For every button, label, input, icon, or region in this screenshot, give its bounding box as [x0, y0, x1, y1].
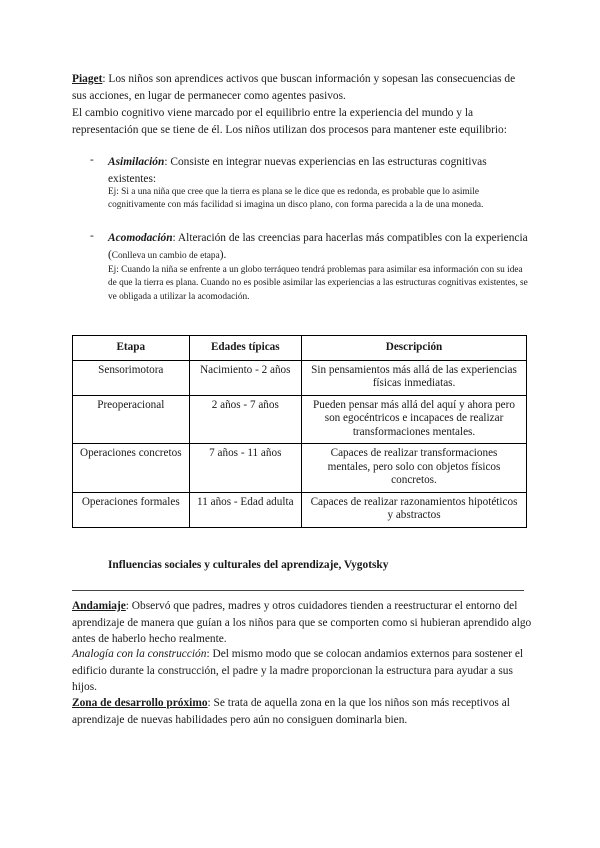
table-header-row [73, 336, 527, 361]
vygotsky-heading: Influencias sociales y culturales del aprendizaje, Vygotsky [108, 559, 389, 571]
header-edades: Edades típicas [189, 336, 301, 361]
table-row [73, 444, 527, 493]
bullet-dash: - [90, 230, 94, 242]
table-row [73, 360, 527, 395]
cell-descripcion: Sin pensamientos más allá de las experiencias físicas inmediatas. [302, 360, 527, 395]
asimilacion-example: Ej: Si a una niña que cree que la tierra es plana se le dice que es redonda, es probable que lo asimile cognitivamente con más facilidad si imagina un disco plano, con forma parecida a la de una moneda. [108, 187, 484, 211]
cell-edades: 2 años - 7 años [189, 395, 301, 444]
piaget-paragraph [72, 71, 532, 104]
andamiaje-text: : Observó que padres, madres y otros cuidadores tienden a reestructurar el entorno del aprendizaje de manera que guían a los niños para que se comporten como si hubieran aprendido algo antes de haberlo hecho realmente. [72, 600, 532, 645]
cell-edades: 7 años - 11 años [189, 444, 301, 493]
cell-etapa: Operaciones concretos [73, 444, 190, 493]
piaget-term: Piaget [72, 73, 103, 85]
horizontal-divider [72, 590, 524, 591]
acomodacion-example: Ej: Cuando la niña se enfrente a un globo terráqueo tendrá problemas para asimilar esa información con su idea de que la tierra es plana. Cuando no es posible asimilar las experiencias a las estructuras cognitivas existentes, se ve obligada a utilizar la acomodación. [108, 265, 528, 302]
analogia-term: Analogía con la construcción [72, 648, 207, 660]
cell-etapa: Sensorimotora [73, 360, 190, 395]
cell-descripcion: Pueden pensar más allá del aquí y ahora pero son egocéntricos e incapaces de realizar transformaciones mentales. [302, 395, 527, 444]
acomodacion-close: ). [219, 248, 227, 261]
acomodacion-text: : Alteración de las creencias para hacerlas más compatibles con la experiencia ( [108, 232, 528, 261]
bullet-dash: - [90, 154, 94, 166]
zona-paragraph [72, 695, 532, 728]
cell-etapa: Preoperacional [73, 395, 190, 444]
acomodacion-note: Conlleva un cambio de etapa [111, 250, 220, 261]
cell-edades: 11 años - Edad adulta [189, 492, 301, 527]
table-row [73, 395, 527, 444]
analogia-text: : Del mismo modo que se colocan andamios externos para sostener el edificio durante la construcción, el padre y la madre proporcionan la estructura para ayudar a sus hijos. [72, 648, 524, 693]
table-row [73, 492, 527, 527]
andamiaje-paragraph [72, 598, 532, 648]
piaget-text: : Los niños son aprendices activos que buscan información y sopesan las consecuencias de sus acciones, en lugar de permanecer como agentes pasivos. [72, 73, 516, 102]
cambio-cognitivo-paragraph: El cambio cognitivo viene marcado por el equilibrio entre la experiencia del mundo y la representación que se tiene de él. Los niños utilizan dos procesos para mantener este equilibrio: [72, 107, 507, 136]
zona-text: : Se trata de aquella zona en la que los niños son más receptivos al aprendizaje de nuevas habilidades pero aún no consiguen dominarla bien. [72, 697, 510, 726]
acomodacion-item [108, 230, 528, 264]
asimilacion-term: Asimilación [108, 156, 165, 168]
andamiaje-term: Andamiaje [72, 600, 126, 612]
cell-descripcion: Capaces de realizar razonamientos hipotéticos y abstractos [302, 492, 527, 527]
cell-descripcion: Capaces de realizar transformaciones mentales, pero solo con objetos físicos concretos. [302, 444, 527, 493]
asimilacion-text: : Consiste en integrar nuevas experiencias en las estructuras cognitivas existentes: [108, 156, 487, 185]
zona-term: Zona de desarrollo próximo [72, 697, 208, 709]
cell-edades: Nacimiento - 2 años [189, 360, 301, 395]
analogia-paragraph [72, 646, 532, 696]
acomodacion-term: Acomodación [108, 232, 173, 244]
piaget-stages-table [72, 335, 527, 528]
cell-etapa: Operaciones formales [73, 492, 190, 527]
header-etapa: Etapa [73, 336, 190, 361]
asimilacion-item [108, 154, 528, 187]
header-descripcion: Descripción [302, 336, 527, 361]
